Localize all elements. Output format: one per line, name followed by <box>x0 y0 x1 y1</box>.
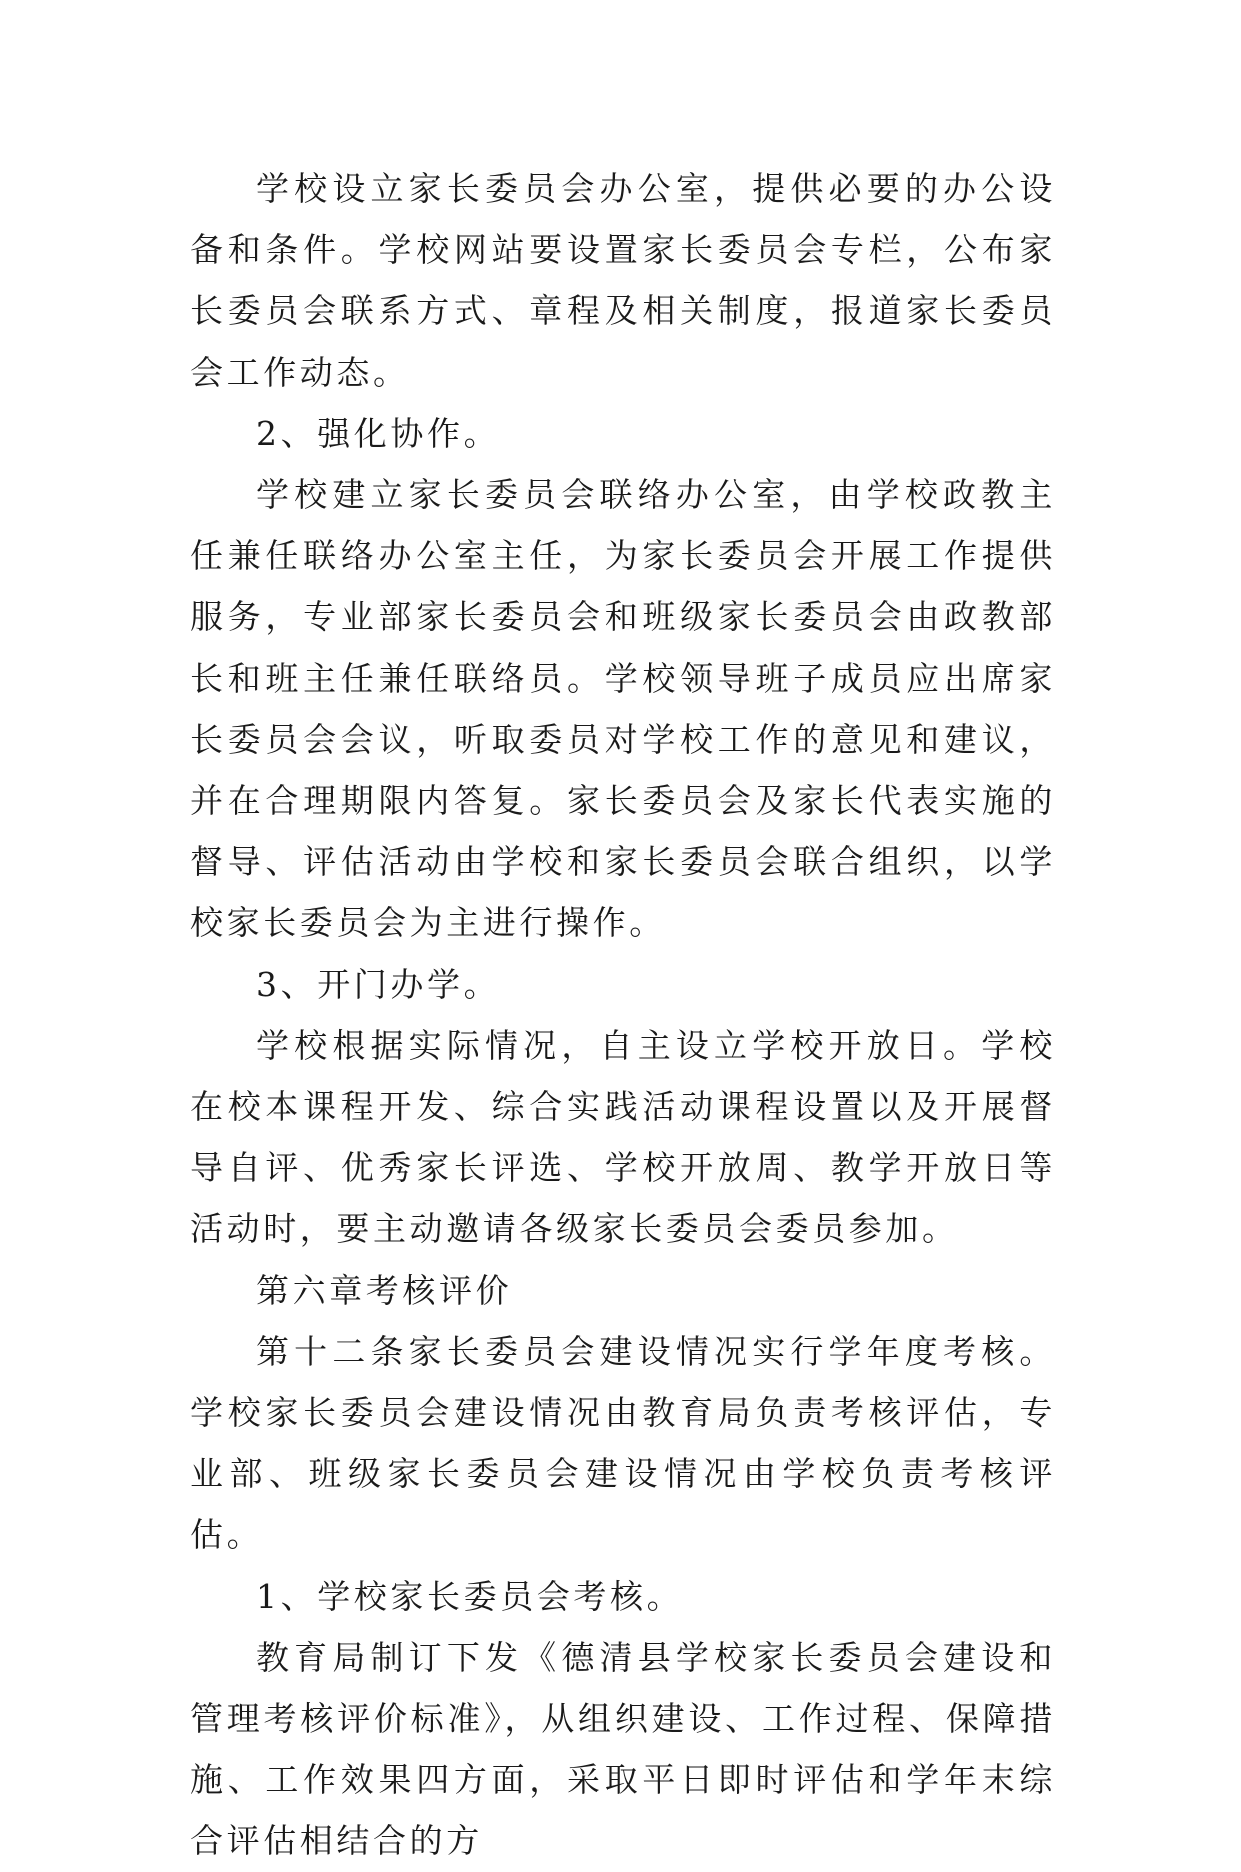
paragraph-article-twelve: 第十二条家长委员会建设情况实行学年度考核。学校家长委员会建设情况由教育局负责考核评估，专业部、班级家长委员会建设情况由学校负责考核评估。 <box>190 1331 1056 1555</box>
paragraph-open-day: 学校根据实际情况，自主设立学校开放日。学校在校本课程开发、综合实践活动课程设置以及开展督导自评、优秀家长评选、学校开放周、教学开放日等活动时，要主动邀请各级家长委员会委员参加。 <box>190 1025 1056 1249</box>
heading-open-school: 3、开门办学。 <box>256 964 501 1004</box>
paragraph-office-setup: 学校设立家长委员会办公室，提供必要的办公设备和条件。学校网站要设置家长委员会专栏，公布家长委员会联系方式、章程及相关制度，报道家长委员会工作动态。 <box>190 169 1056 392</box>
document-body <box>190 158 1056 1872</box>
heading-school-committee-assessment: 1、学校家长委员会考核。 <box>256 1576 684 1616</box>
paragraph-assessment-standard: 教育局制订下发《德清县学校家长委员会建设和管理考核评价标准》，从组织建设、工作过程、保障措施、工作效果四方面，采取平日即时评估和学年末综合评估相结合的方 <box>190 1637 1056 1861</box>
paragraph-liaison-office: 学校建立家长委员会联络办公室，由学校政教主任兼任联络办公室主任，为家长委员会开展工作提供服务，专业部家长委员会和班级家长委员会由政教部长和班主任兼任联络员。学校领导班子成员应出席家长委员会会议，听取委员对学校工作的意见和建议，并在合理期限内答复。家长委员会及家长代表实施的督导、评估活动由学校和家长委员会联合组织，以学校家长委员会为主进行操作。 <box>190 475 1056 943</box>
heading-strengthen-cooperation: 2、强化协作。 <box>256 413 501 453</box>
chapter-heading-assessment: 第六章考核评价 <box>256 1270 513 1310</box>
